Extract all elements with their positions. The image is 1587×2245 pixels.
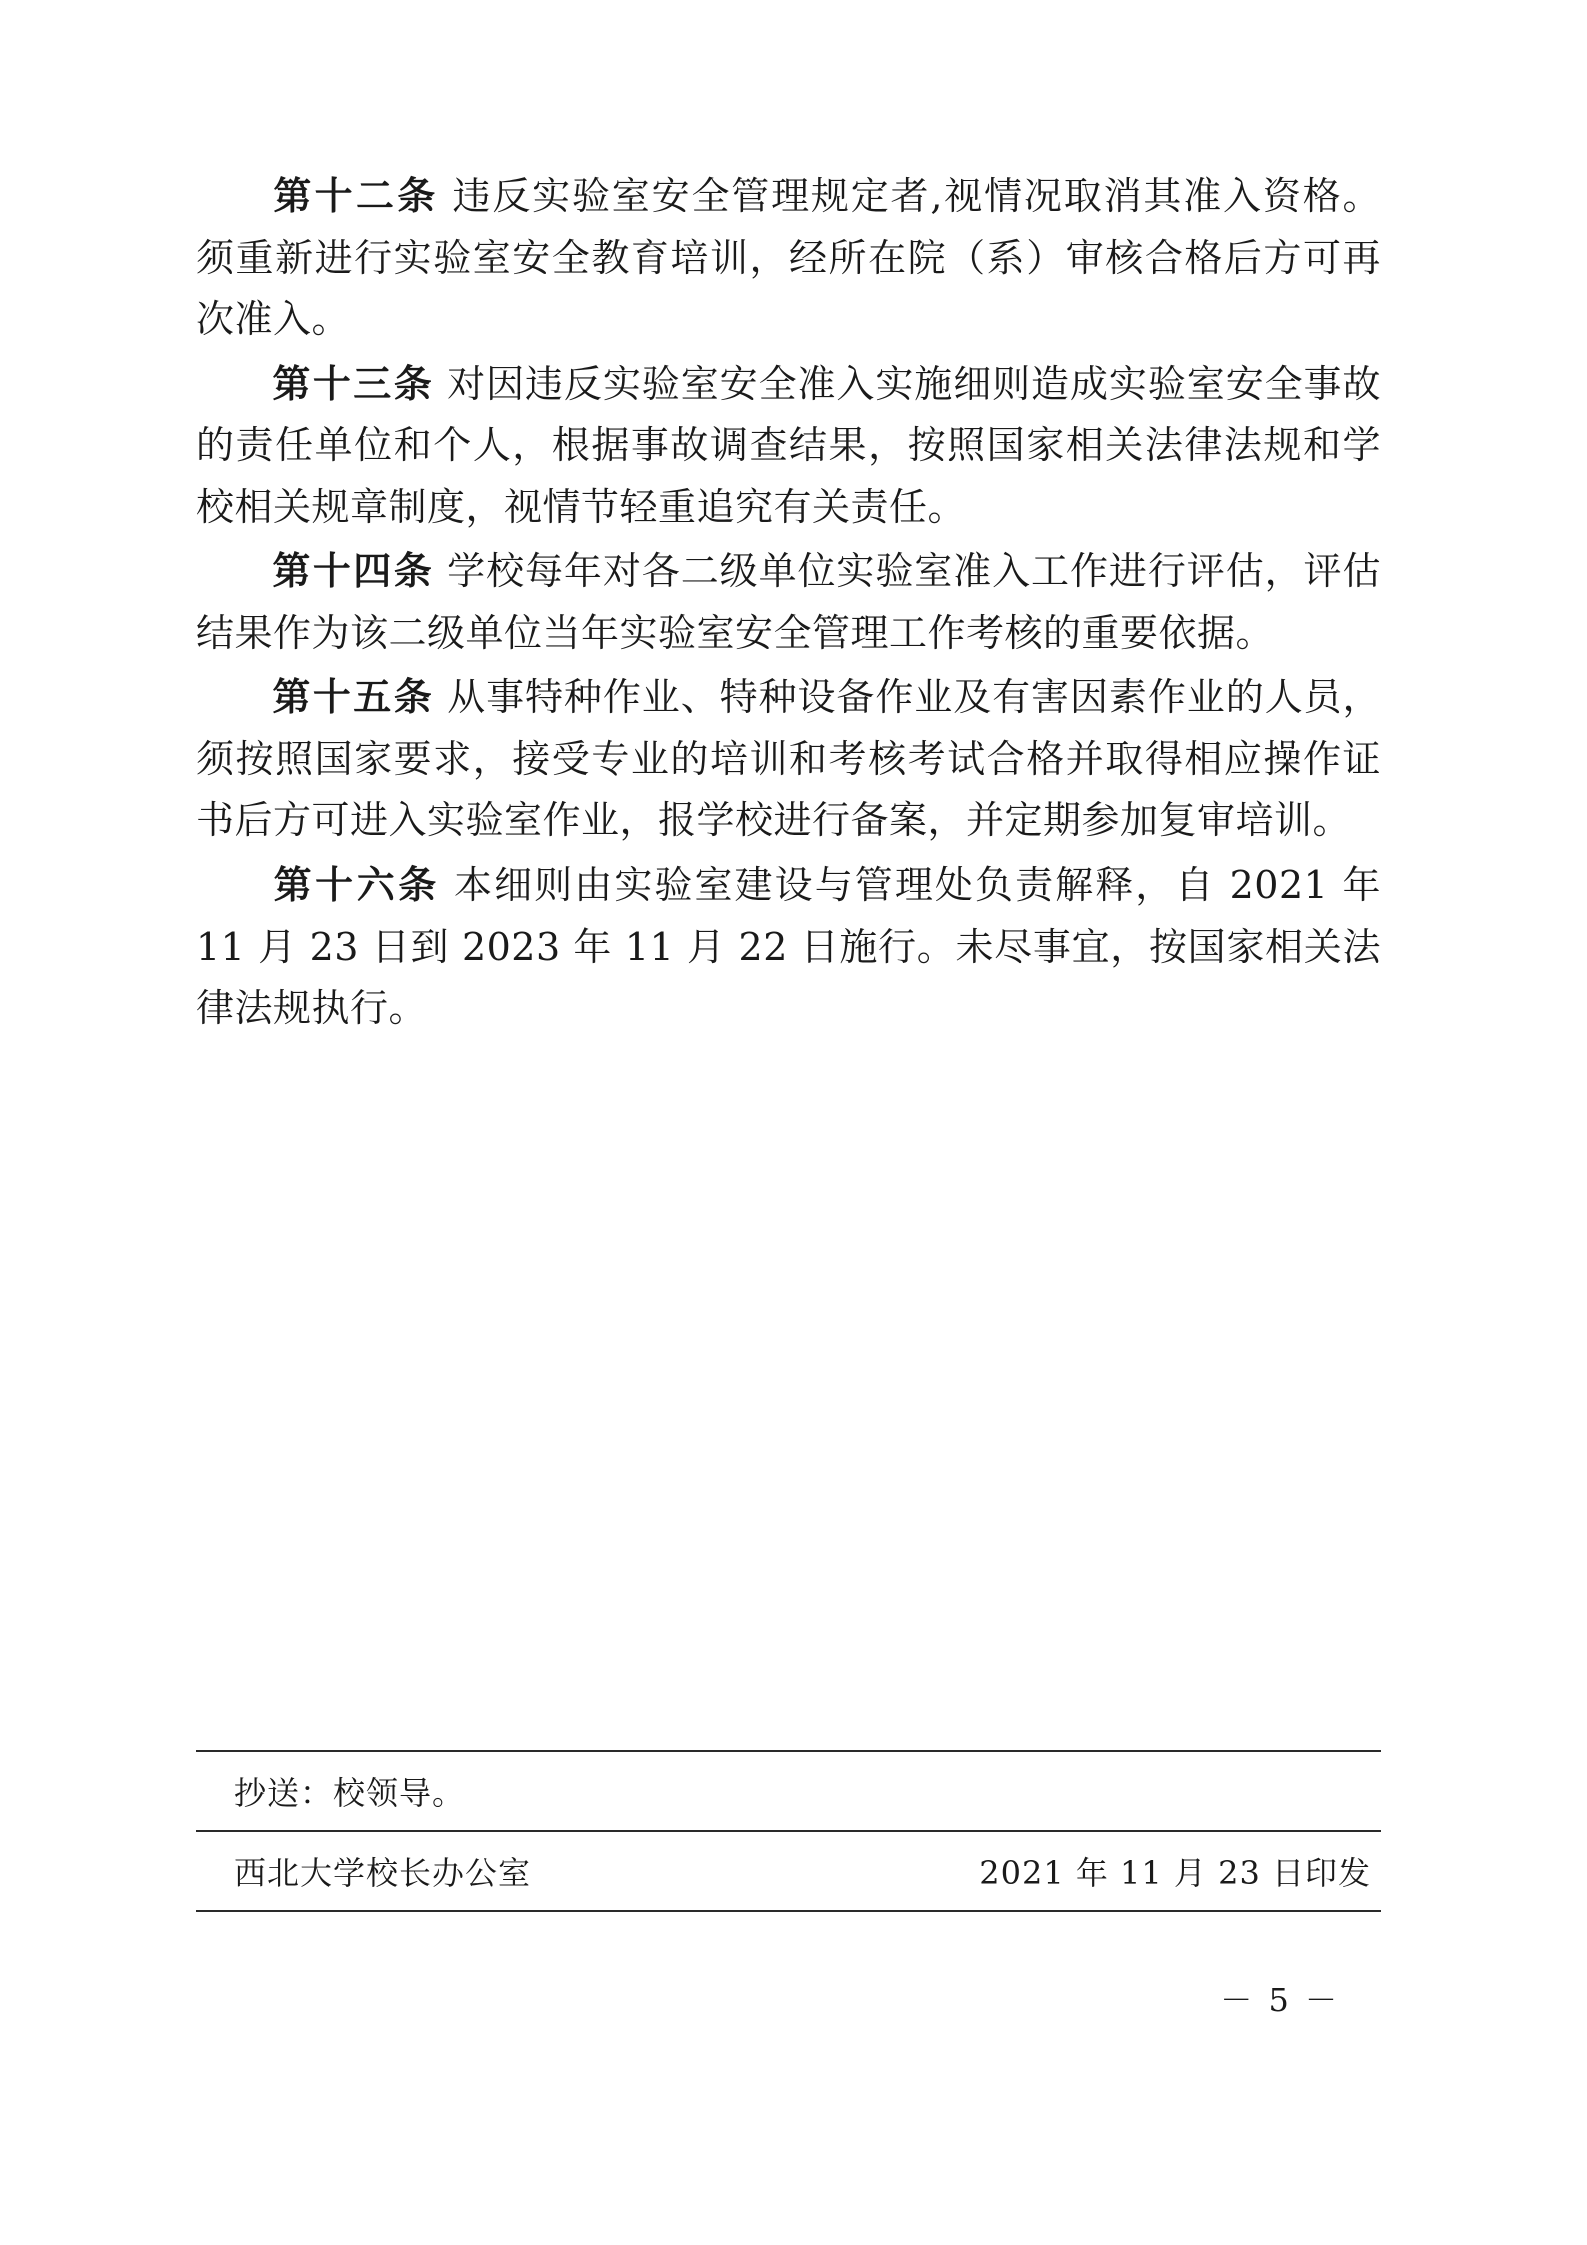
footer-divider-bottom — [196, 1910, 1381, 1912]
article-paragraph — [196, 165, 1381, 351]
article-label: 第十二条 — [272, 173, 439, 218]
document-footer — [196, 1750, 1381, 1912]
article-paragraph — [196, 666, 1381, 852]
article-label: 第十五条 — [272, 674, 435, 720]
article-label: 第十六条 — [272, 862, 440, 908]
article-text: 违反实验室安全管理规定者,视情况取消其准入资格。须重新进行实验室安全教育培训，经所在院（系）审核合格后方可再次准入。 — [196, 174, 1381, 342]
page-number: － 5 － — [1220, 1981, 1340, 2019]
footer-issue-date: 2021 年 11 月 23 日印发 — [979, 1854, 1371, 1892]
footer-distribution: 抄送：校领导。 — [234, 1774, 466, 1812]
article-text: 本细则由实验室建设与管理处负责解释，自 2021 年 11 月 23 日到 2023 年 11 月 22 日施行。未尽事宜，按国家相关法律法规执行。 — [196, 863, 1381, 1031]
article-paragraph — [196, 540, 1381, 664]
article-label: 第十四条 — [272, 548, 435, 594]
footer-issuer: 西北大学校长办公室 — [234, 1854, 532, 1892]
footer-issuer-row — [196, 1832, 1381, 1910]
article-text: 对因违反实验室安全准入实施细则造成实验室安全事故的责任单位和个人，根据事故调查结果，按照国家相关法律法规和学校相关规章制度，视情节轻重追究有关责任。 — [196, 361, 1381, 529]
footer-distribution-row — [196, 1752, 1381, 1830]
article-text: 从事特种作业、特种设备作业及有害因素作业的人员，须按照国家要求，接受专业的培训和考核考试合格并取得相应操作证书后方可进入实验室作业，报学校进行备案，并定期参加复审培训。 — [196, 675, 1381, 843]
article-text: 学校每年对各二级单位实验室准入工作进行评估，评估结果作为该二级单位当年实验室安全管理工作考核的重要依据。 — [196, 549, 1381, 655]
document-body — [196, 165, 1381, 1042]
article-paragraph — [196, 353, 1381, 539]
article-label: 第十三条 — [272, 360, 435, 406]
article-paragraph — [196, 854, 1381, 1040]
